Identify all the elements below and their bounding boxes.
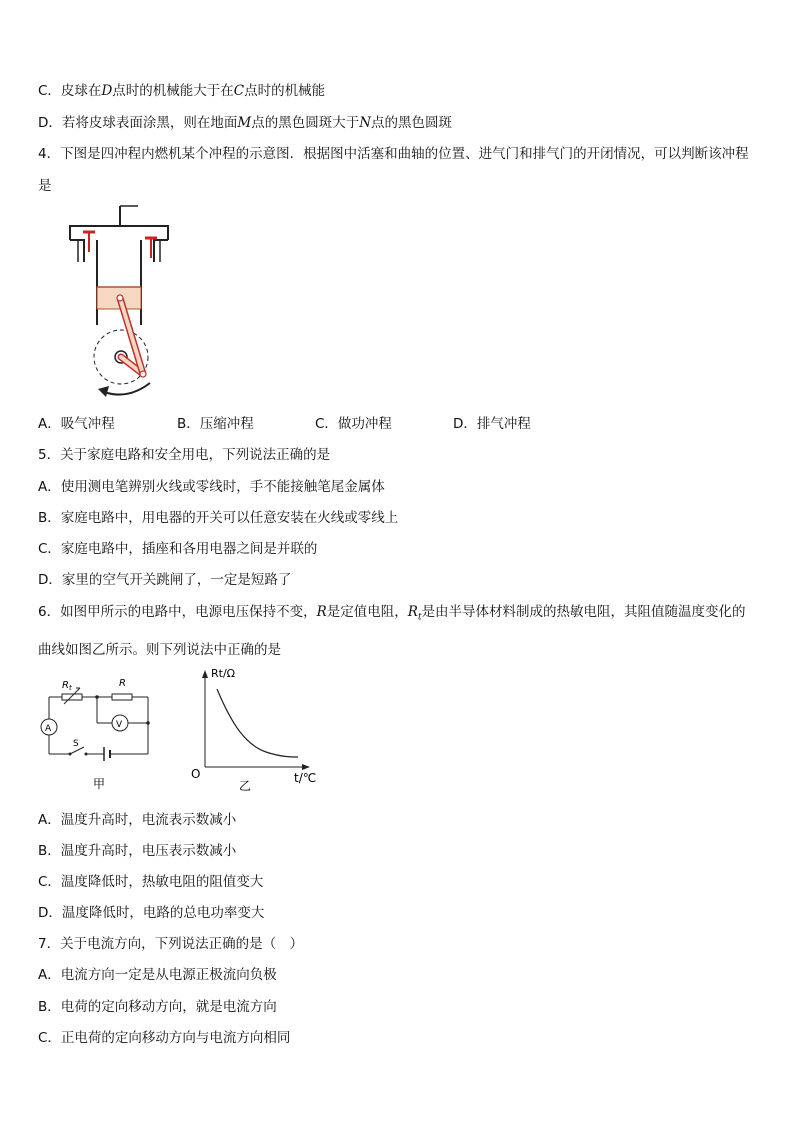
q4-option-d: D．排气冲程 xyxy=(453,416,531,432)
q4-option-b: B．压缩冲程 xyxy=(177,416,254,432)
q7-stem: 7．关于电流方向，下列说法正确的是（ ） xyxy=(38,936,304,952)
q6-option-b: B．温度升高时，电压表示数减小 xyxy=(38,843,237,859)
q7-option-a: A．电流方向一定是从电源正极流向负极 xyxy=(38,967,277,983)
q7-option-c: C．正电荷的定向移动方向与电流方向相同 xyxy=(38,1030,291,1046)
q4-option-a: A．吸气冲程 xyxy=(38,416,115,432)
circuit-caption: 甲 xyxy=(93,777,106,791)
q4-stem: 4．下图是四冲程内燃机某个冲程的示意图．根据图中活塞和曲轴的位置、进气门和排气门的开闭情况，可以判断该冲程是 xyxy=(38,146,749,194)
ammeter-label: A xyxy=(45,724,52,734)
q5-option-b: B．家庭电路中，用电器的开关可以任意安装在火线或零线上 xyxy=(38,510,399,526)
q7-option-b: B．电荷的定向移动方向，就是电流方向 xyxy=(38,999,277,1015)
rt-label: $R_t$ xyxy=(62,680,72,692)
q3-option-c: C．皮球在D点时的机械能大于在C点时的机械能 xyxy=(38,83,326,99)
voltmeter-label: V xyxy=(116,720,123,730)
q5-stem: 5．关于家庭电路和安全用电，下列说法正确的是 xyxy=(38,447,331,463)
q6-option-a: A．温度升高时，电流表示数减小 xyxy=(38,812,237,828)
graph-caption: 乙 xyxy=(239,779,252,793)
q5-option-d: D．家里的空气开关跳闸了，一定是短路了 xyxy=(38,572,292,588)
switch-label: S xyxy=(73,739,79,749)
q5-option-a: A．使用测电笔辨别火线或零线时，手不能接触笔尾金属体 xyxy=(38,479,385,495)
q6-stem: 6．如图甲所示的电路中，电源电压保持不变，R是定值电阻，$R_t$是由半导体材料制成的热敏电阻，其阻值随温度变化的曲线如图乙所示。则下列说法中正确的是 xyxy=(38,604,746,658)
graph-origin: O xyxy=(191,767,201,781)
graph-xlabel: t/℃ xyxy=(294,771,317,785)
q5-option-c: C．家庭电路中，插座和各用电器之间是并联的 xyxy=(38,541,318,557)
q6-option-d: D．温度降低时，电路的总电功率变大 xyxy=(38,905,265,921)
q6-option-c: C．温度降低时，热敏电阻的阻值变大 xyxy=(38,874,264,890)
resistance-curve xyxy=(217,689,298,757)
q3-option-d: D．若将皮球表面涂黑，则在地面M点的黑色圆斑大于N点的黑色圆斑 xyxy=(38,115,453,131)
r-label: R xyxy=(119,678,126,689)
graph-ylabel: Rt/Ω xyxy=(211,667,236,680)
q4-option-c: C．做功冲程 xyxy=(315,416,392,432)
